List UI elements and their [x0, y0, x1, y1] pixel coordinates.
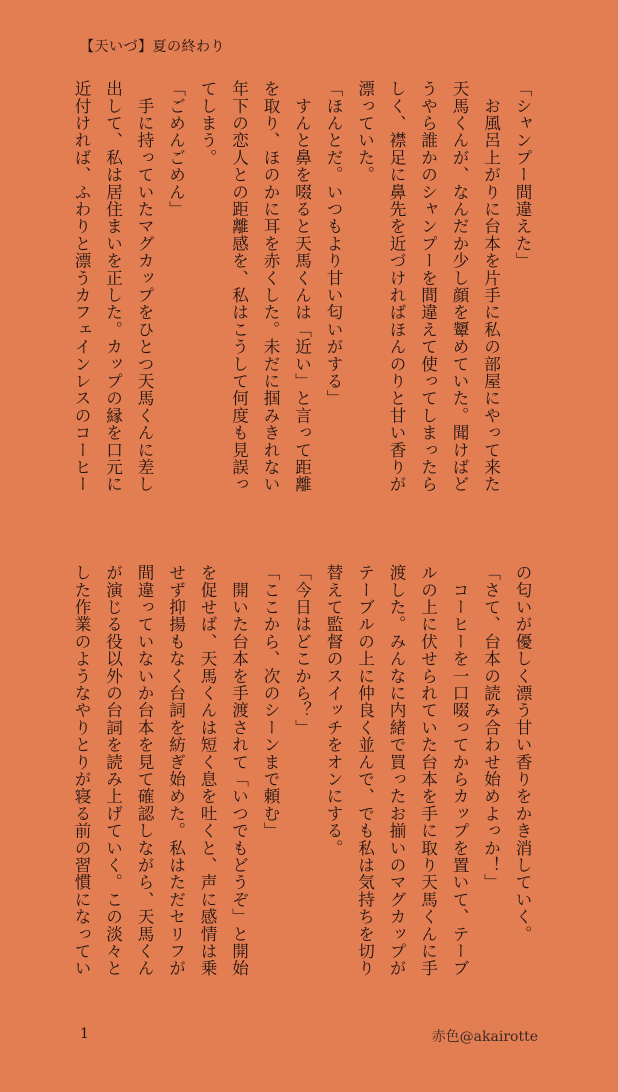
text-line: 「ごめんごめん」 [166, 80, 186, 218]
text-line: の匂いが優しく漂う甘い香りをかき消していく。 [513, 564, 532, 943]
text-line: した作業のようなやりとりが寝る前の習慣になってい [72, 564, 91, 977]
text-line: を促せば、天馬くんは短く息を吐くと、声に感情は乗 [198, 564, 217, 977]
text-line: 近付ければ、ふわりと漂うカフェインレスのコーヒー [72, 80, 91, 493]
text-line: せず抑揚もなく台詞を紡ぎ始めた。私はただセリフが [166, 564, 186, 977]
page-footer [80, 1026, 538, 1048]
text-line: 「ほんとだ。いつもより甘い匂いがする」 [324, 80, 343, 407]
text-line: コーヒーを一口啜ってからカップを置いて、テーブ [450, 564, 469, 977]
text-line: 間違っていないか台本を見て確認しながら、天馬くん [135, 564, 154, 977]
text-block-upper [66, 80, 539, 520]
text-line: 開いた台本を手渡されて「いつでもどうぞ」と開始 [229, 564, 249, 977]
text-line: 「ここから、次のシーンまで頼む」 [261, 564, 280, 840]
text-line: が演じる役以外の台詞を読み上げていく。この淡々と [103, 564, 123, 977]
document-title: 【天いづ】夏の終わり [80, 39, 225, 55]
text-line: テーブルの上に仲良く並んで、でも私は気持ちを切り [355, 564, 375, 977]
text-line: しく、襟足に鼻先を近づければほんのりと甘い香りが [387, 80, 406, 493]
text-line: お風呂上がりに台本を片手に私の部屋にやって来た [481, 80, 501, 493]
page-number: 1 [80, 1026, 89, 1042]
text-line: うやら誰かのシャンプーを間違えて使ってしまったら [418, 80, 438, 493]
text-block-lower [66, 564, 539, 994]
text-line: すんと鼻を啜ると天馬くんは「近い」と言って距離 [292, 80, 312, 493]
text-line: 手に持っていたマグカップをひとつ天馬くんに差し [135, 80, 154, 493]
text-line: 「シャンプー間違えた」 [513, 80, 532, 270]
text-line: てしまう。 [198, 80, 217, 166]
text-line: 「今日はどこから？」 [292, 564, 312, 736]
text-line: ルの上に伏せられていた台本を手に取り天馬くんに手 [418, 564, 438, 977]
text-line: 天馬くんが、なんだか少し顔を顰めていた。聞けばど [450, 80, 469, 493]
text-line: 年下の恋人との距離感を、私はこうして何度も見誤っ [229, 80, 249, 493]
text-line: 替えて監督のスイッチをオンにする。 [324, 564, 343, 857]
text-line: 「さて、台本の読み合わせ始めよっか！」 [481, 564, 501, 891]
text-line: 渡した。みんなに内緒で買ったお揃いのマグカップが [387, 564, 406, 977]
text-line: 漂っていた。 [355, 80, 375, 184]
text-line: 出して、私は居住まいを正した。カップの縁を口元に [103, 80, 123, 493]
text-line: を取り、ほのかに耳を赤くした。未だに掴みきれない [261, 80, 280, 493]
author-credit: 赤色@akairotte [431, 1029, 538, 1045]
